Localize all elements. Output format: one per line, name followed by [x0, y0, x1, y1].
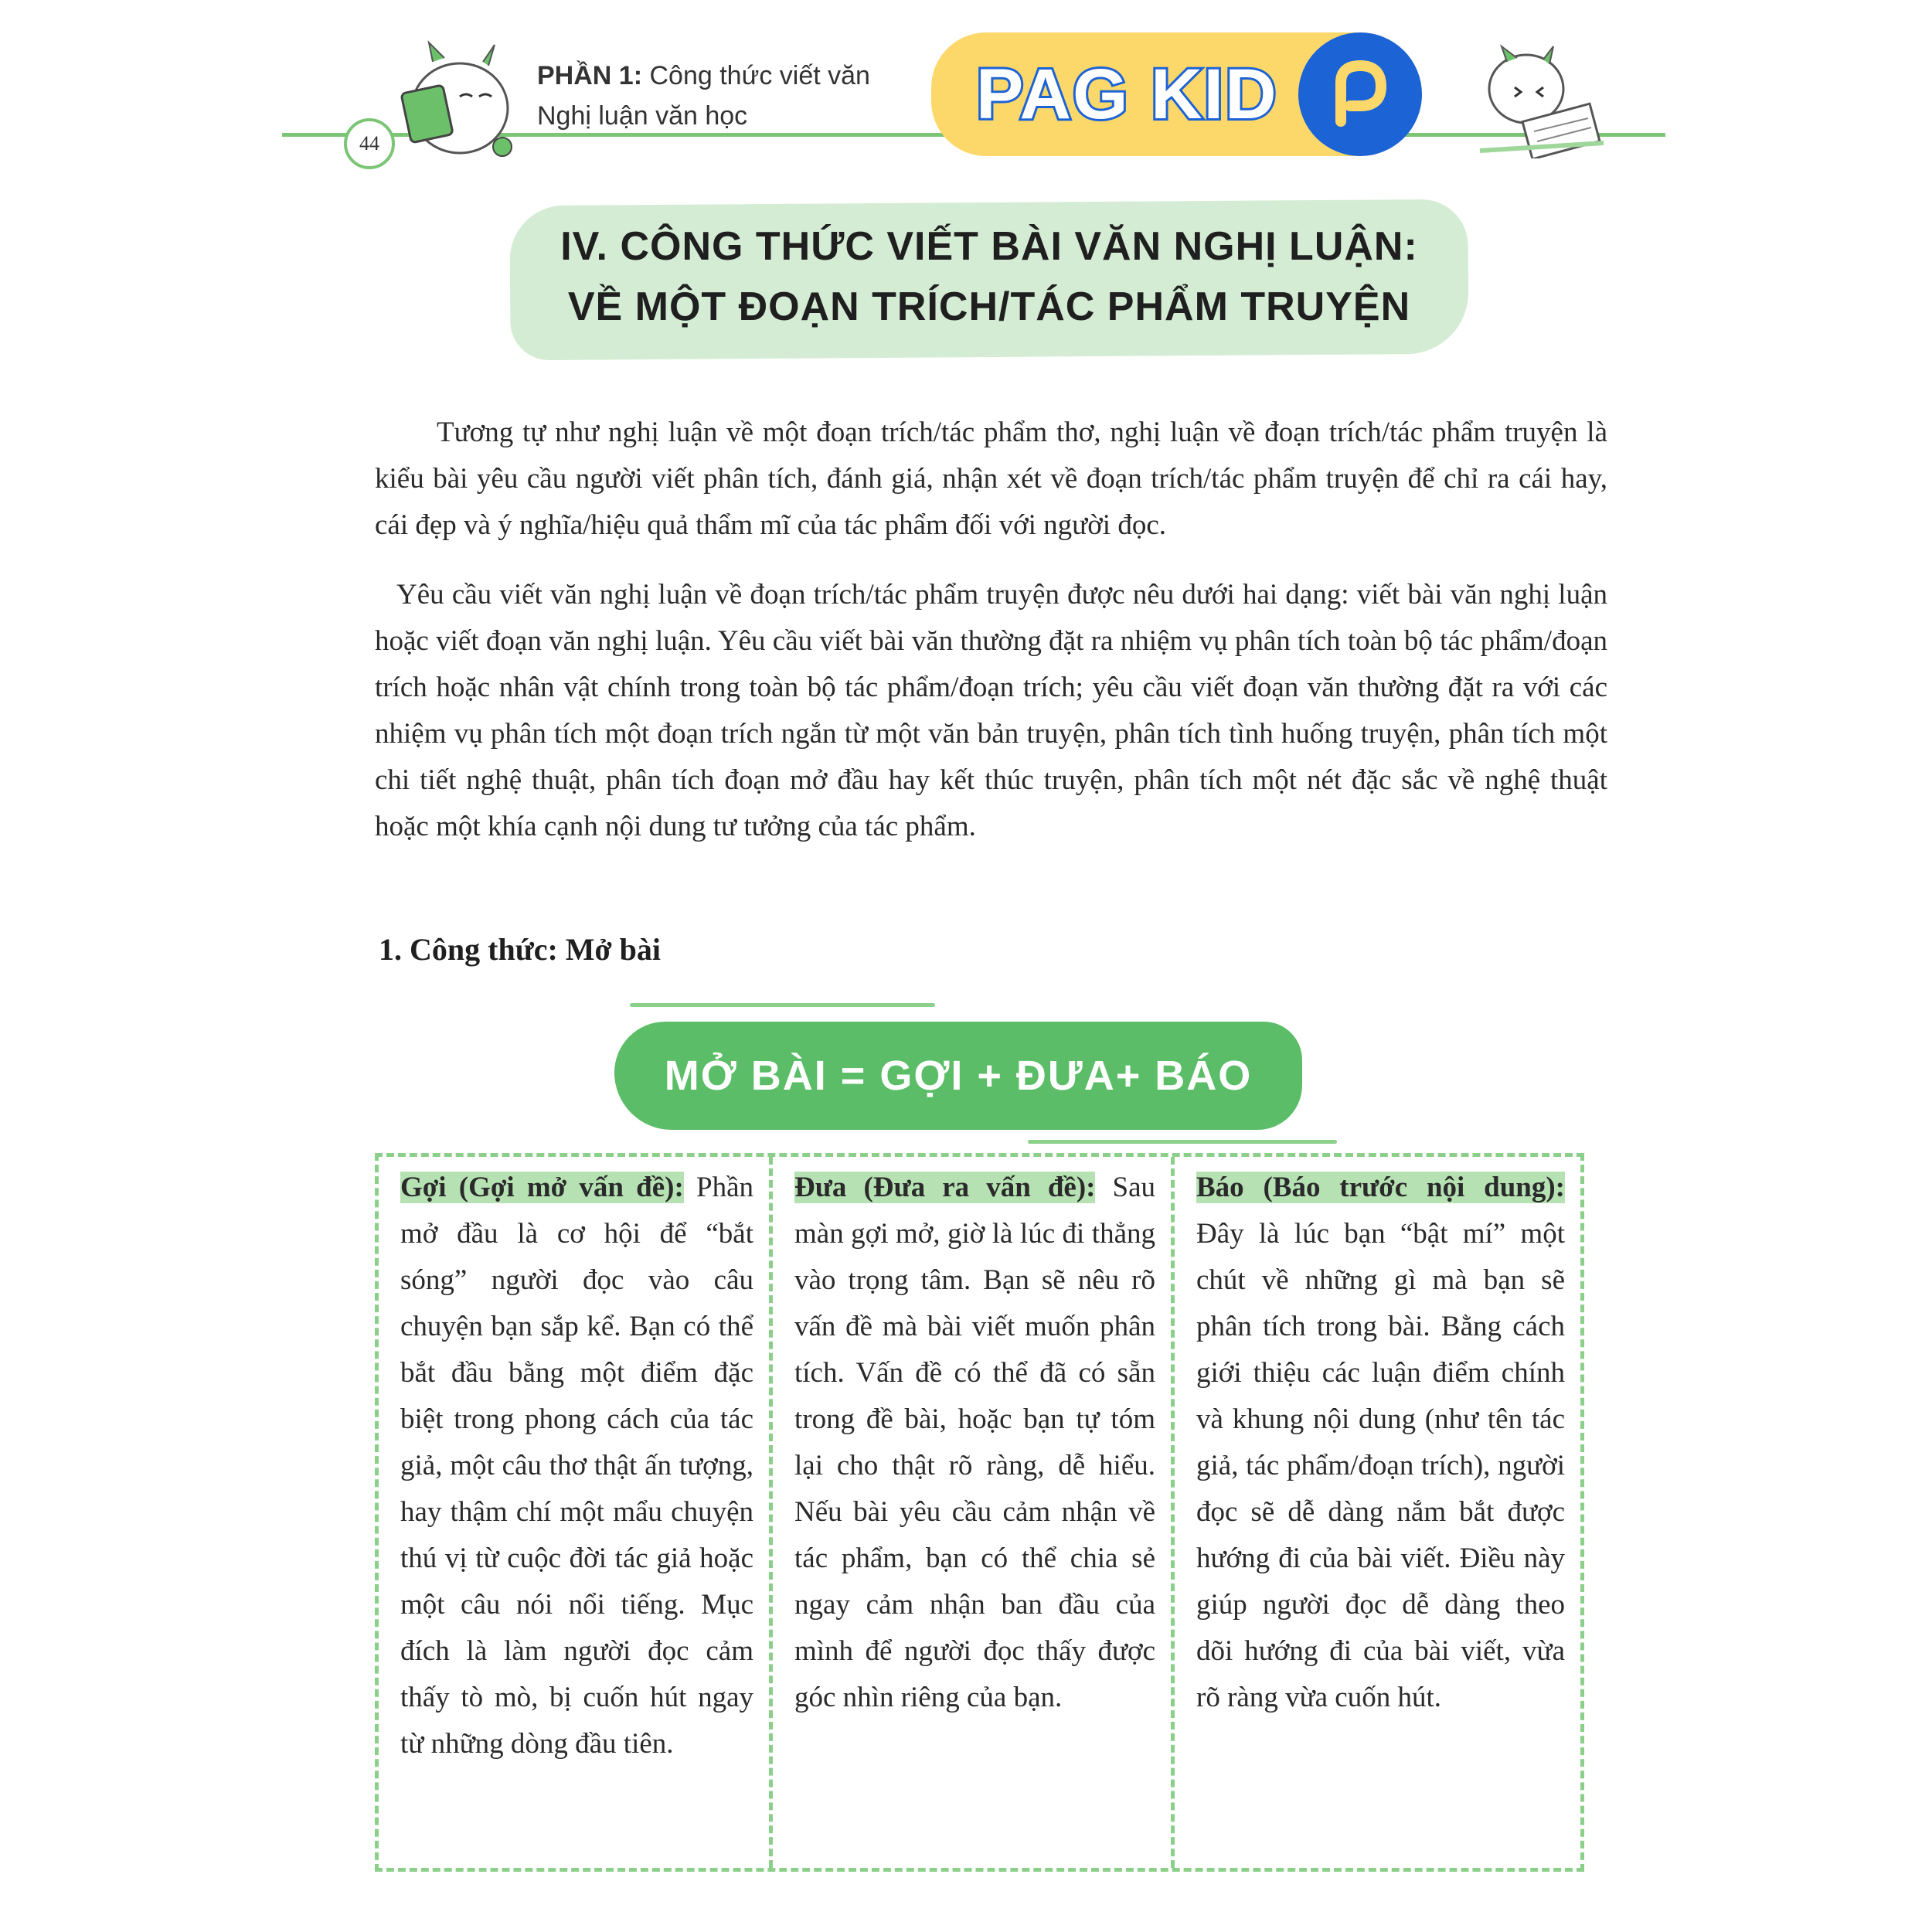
title-line-2: VỀ MỘT ĐOẠN TRÍCH/TÁC PHẨM TRUYỆN: [567, 284, 1411, 329]
chapter-header: [537, 56, 870, 136]
mascot-reading-icon: [386, 39, 533, 162]
column-body: Sau màn gợi mở, giờ là lúc đi thẳng vào trọng tâm. Bạn sẽ nêu rõ vấn đề mà bài viết muốn phân tích. Vấn đề có thể đã có sẵn trong đề bài, hoặc bạn tự tóm lại cho thật rõ ràng, dễ hiểu. Nếu bài yêu cầu cảm nhận về tác phẩm, bạn có thể chia sẻ ngay cảm nhận ban đầu của mình để người đọc thấy được góc nhìn riêng của bạn.: [794, 1172, 1156, 1713]
page-title: [510, 216, 1468, 337]
brush-stroke-bottom: [1028, 1140, 1337, 1144]
column-goi: [379, 1157, 773, 1868]
column-bao: [1175, 1157, 1580, 1868]
column-body: Đây là lúc bạn “bật mí” một chút về những gì mà bạn sẽ phân tích trong bài. Bằng cách giới thiệu các luận điểm chính và khung nội dung (như tên tác giả, tác phẩm/đoạn trích), người đọc sẽ dễ dàng nắm bắt được hướng đi của bài viết. Điều này giúp người đọc dễ dàng theo dõi hướng đi của bài viết, vừa rõ ràng vừa cuốn hút.: [1196, 1218, 1565, 1713]
section-heading: 1. Công thức: Mở bài: [379, 932, 662, 967]
brand-name: PAG KID: [976, 54, 1278, 134]
column-body: Phần mở đầu là cơ hội để “bắt sóng” người đọc vào câu chuyện bạn sắp kể. Bạn có thể bắt đầu bằng một điểm đặc biệt trong phong cách của tác giả, một câu thơ thật ấn tượng, hay thậm chí một mẩu chuyện thú vị từ cuộc đời tác giả hoặc một câu nói nổi tiếng. Mục đích là làm người đọc cảm thấy tò mò, bị cuốn hút ngay từ những dòng đầu tiên.: [400, 1172, 754, 1760]
column-text: [794, 1165, 1155, 1721]
brand-logo-icon: [1298, 32, 1422, 156]
column-dua: [773, 1157, 1175, 1868]
formula-columns: [375, 1153, 1584, 1872]
page-number: 44: [344, 118, 395, 169]
column-title: Đưa (Đưa ra vấn đề):: [794, 1172, 1096, 1203]
intro-paragraph-2: Yêu cầu viết văn nghị luận về đoạn trích/tác phẩm truyện được nêu dưới hai dạng: viết bài văn nghị luận hoặc viết đoạn văn nghị luận. Yêu cầu viết bài văn thường đặt ra nhiệm vụ phân tích toàn bộ tác phẩm/đoạn trích hoặc nhân vật chính trong toàn bộ tác phẩm/đoạn trích; yêu cầu viết đoạn văn thường đặt ra với các nhiệm vụ phân tích một đoạn trích ngắn từ một văn bản truyện, phân tích tình huống truyện, phân tích một chi tiết nghệ thuật, phân tích đoạn mở đầu hay kết thúc truyện, phân tích một nét đặc sắc về nghệ thuật hoặc một khía cạnh nội dung tư tưởng của tác phẩm.: [375, 579, 1607, 842]
column-text: [400, 1165, 753, 1767]
column-title: Báo (Báo trước nội dung):: [1196, 1172, 1565, 1203]
column-text: [1196, 1165, 1565, 1721]
mascot-writing-icon: [1472, 43, 1611, 158]
brush-stroke-top: [630, 1003, 935, 1007]
formula-banner: MỞ BÀI = GỢI + ĐƯA+ BÁO: [614, 1022, 1302, 1130]
column-title: Gợi (Gợi mở vấn đề):: [400, 1172, 684, 1203]
part-subtitle: Nghị luận văn học: [537, 101, 748, 131]
title-line-1: IV. CÔNG THỨC VIẾT BÀI VĂN NGHỊ LUẬN:: [560, 224, 1418, 269]
part-label: PHẦN 1:: [537, 61, 643, 90]
brand-badge: [931, 32, 1422, 156]
part-title: Công thức viết văn: [649, 61, 870, 90]
intro-paragraph-1: Tương tự như nghị luận về một đoạn trích/tác phẩm thơ, nghị luận về đoạn trích/tác phẩm truyện là kiểu bài yêu cầu người viết phân tích, đánh giá, nhận xét về đoạn trích/tác phẩm truyện để chỉ ra cái hay, cái đẹp và ý nghĩa/hiệu quả thẩm mĩ của tác phẩm đối với người đọc.: [375, 417, 1607, 541]
